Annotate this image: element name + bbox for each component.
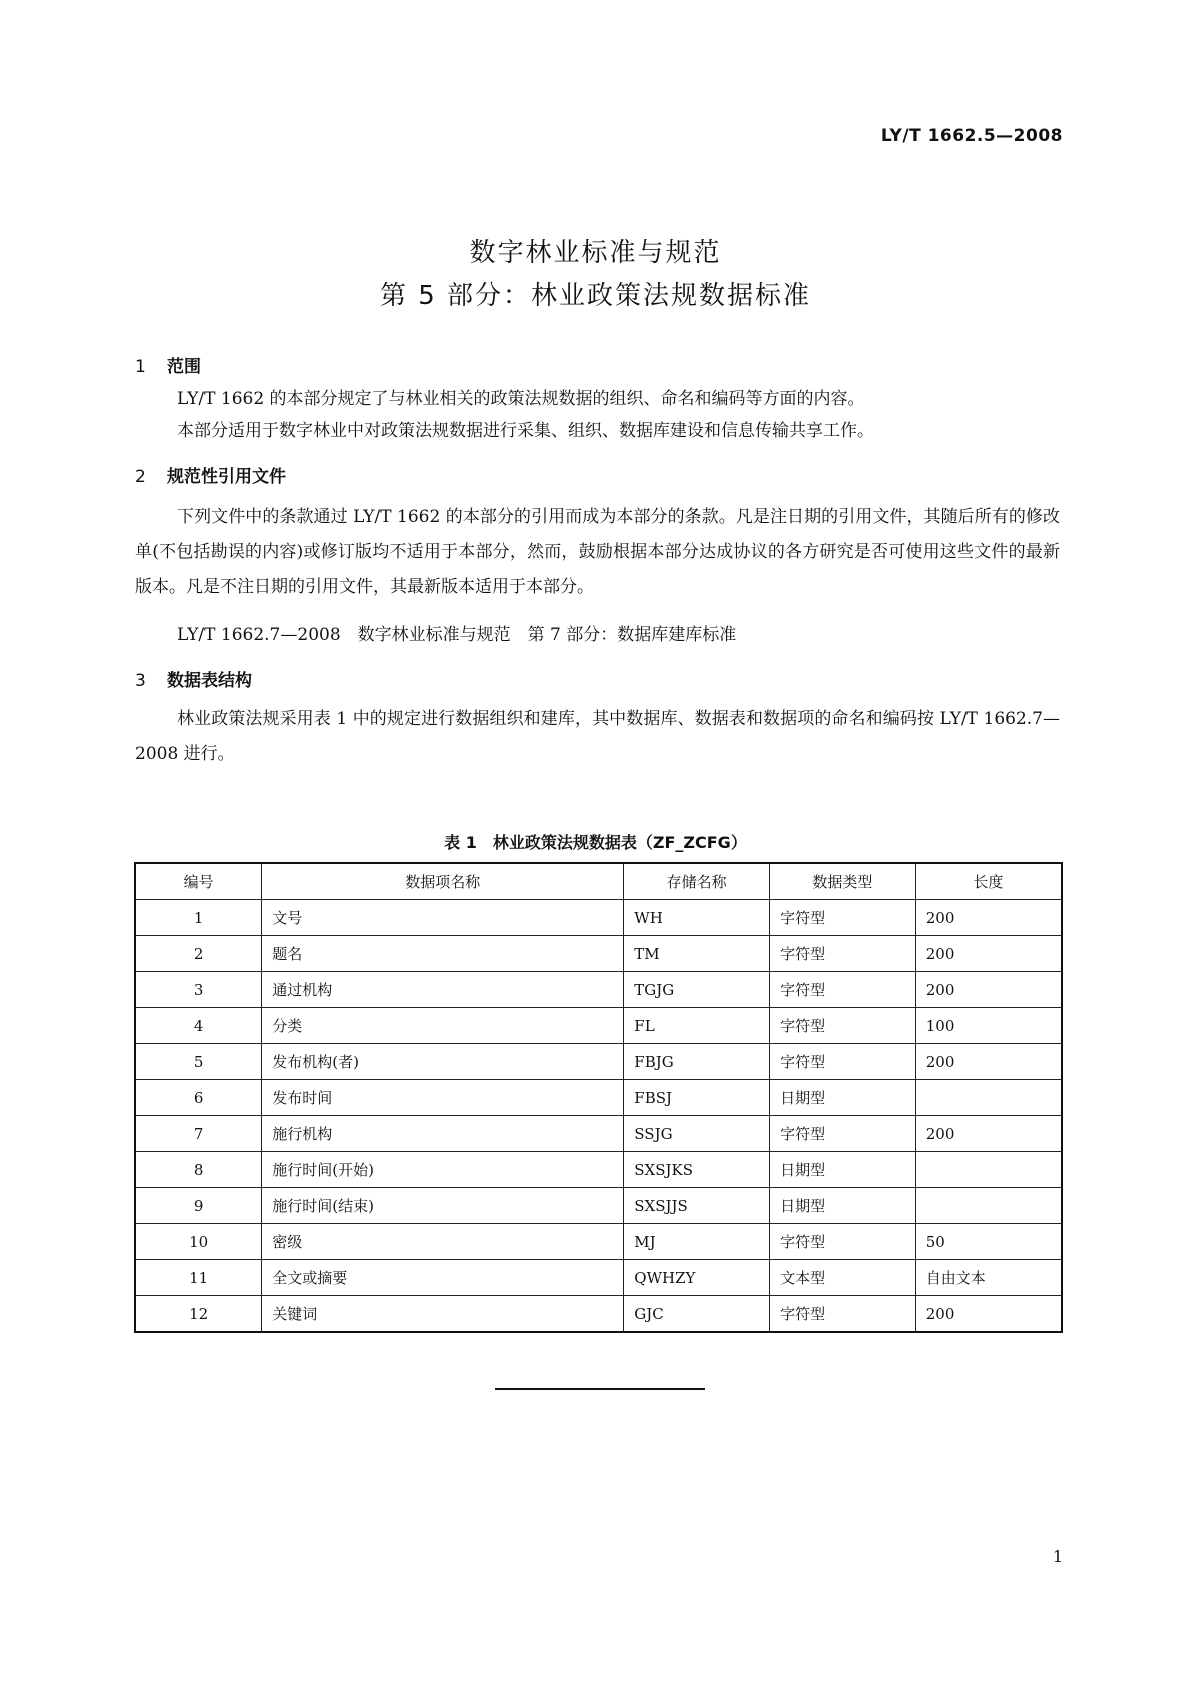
cell-length: 200 bbox=[915, 1044, 1062, 1080]
cell-storage-name: SSJG bbox=[624, 1116, 770, 1152]
cell-item-name: 施行时间(开始) bbox=[262, 1152, 624, 1188]
col-header-storage-name: 存储名称 bbox=[624, 863, 770, 900]
cell-data-type: 文本型 bbox=[770, 1260, 916, 1296]
col-header-data-type: 数据类型 bbox=[770, 863, 916, 900]
paragraph: 林业政策法规采用表 1 中的规定进行数据组织和建库，其中数据库、数据表和数据项的命名和编码按 LY/T 1662.7—2008 进行。 bbox=[135, 709, 1060, 764]
cell-storage-name: FBSJ bbox=[624, 1080, 770, 1116]
table-row bbox=[135, 1224, 1062, 1260]
section-number: 2 bbox=[135, 467, 146, 487]
col-header-length: 长度 bbox=[915, 863, 1062, 900]
cell-item-name: 文号 bbox=[262, 900, 624, 936]
section-heading-scope bbox=[135, 352, 201, 377]
cell-data-type: 字符型 bbox=[770, 1116, 916, 1152]
cell-data-type: 字符型 bbox=[770, 1008, 916, 1044]
cell-number: 11 bbox=[135, 1260, 262, 1296]
table-row bbox=[135, 936, 1062, 972]
reference-item: LY/T 1662.7—2008 数字林业标准与规范 第 7 部分：数据库建库标准 bbox=[177, 625, 737, 645]
cell-item-name: 发布机构(者) bbox=[262, 1044, 624, 1080]
cell-number: 2 bbox=[135, 936, 262, 972]
cell-number: 7 bbox=[135, 1116, 262, 1152]
cell-length: 200 bbox=[915, 936, 1062, 972]
cell-number: 6 bbox=[135, 1080, 262, 1116]
section-title: 范围 bbox=[167, 357, 201, 377]
cell-number: 10 bbox=[135, 1224, 262, 1260]
cell-data-type: 日期型 bbox=[770, 1152, 916, 1188]
section-number: 3 bbox=[135, 671, 146, 691]
table-row bbox=[135, 900, 1062, 936]
cell-data-type: 字符型 bbox=[770, 1044, 916, 1080]
cell-item-name: 全文或摘要 bbox=[262, 1260, 624, 1296]
data-table bbox=[134, 862, 1063, 1333]
cell-data-type: 字符型 bbox=[770, 900, 916, 936]
section-title: 数据表结构 bbox=[167, 671, 252, 691]
table-row bbox=[135, 1188, 1062, 1224]
cell-number: 1 bbox=[135, 900, 262, 936]
cell-number: 8 bbox=[135, 1152, 262, 1188]
cell-item-name: 关键词 bbox=[262, 1296, 624, 1333]
table-row bbox=[135, 1260, 1062, 1296]
cell-storage-name: SXSJJS bbox=[624, 1188, 770, 1224]
cell-item-name: 题名 bbox=[262, 936, 624, 972]
paragraph: 本部分适用于数字林业中对政策法规数据进行采集、组织、数据库建设和信息传输共享工作。 bbox=[177, 421, 874, 441]
table-row bbox=[135, 1044, 1062, 1080]
cell-length: 100 bbox=[915, 1008, 1062, 1044]
cell-number: 4 bbox=[135, 1008, 262, 1044]
col-header-item-name: 数据项名称 bbox=[262, 863, 624, 900]
page-number: 1 bbox=[1052, 1547, 1063, 1566]
table-row bbox=[135, 1080, 1062, 1116]
cell-item-name: 施行时间(结束) bbox=[262, 1188, 624, 1224]
cell-data-type: 日期型 bbox=[770, 1080, 916, 1116]
cell-length: 自由文本 bbox=[915, 1260, 1062, 1296]
document-title: 数字林业标准与规范 bbox=[469, 238, 722, 268]
cell-storage-name: FBJG bbox=[624, 1044, 770, 1080]
cell-length bbox=[915, 1080, 1062, 1116]
cell-item-name: 密级 bbox=[262, 1224, 624, 1260]
end-rule bbox=[495, 1388, 705, 1390]
cell-item-name: 分类 bbox=[262, 1008, 624, 1044]
cell-storage-name: WH bbox=[624, 900, 770, 936]
cell-storage-name: QWHZY bbox=[624, 1260, 770, 1296]
cell-item-name: 发布时间 bbox=[262, 1080, 624, 1116]
cell-length: 200 bbox=[915, 900, 1062, 936]
paragraph: 下列文件中的条款通过 LY/T 1662 的本部分的引用而成为本部分的条款。凡是注日期的引用文件，其随后所有的修改单(不包括勘误的内容)或修订版均不适用于本部分，然而，鼓励根据本部分达成协议的各方研究是否可使用这些文件的最新版本。凡是不注日期的引用文件，其最新版本适用于本部分。 bbox=[135, 507, 1060, 597]
cell-storage-name: TM bbox=[624, 936, 770, 972]
table-row bbox=[135, 1008, 1062, 1044]
cell-item-name: 通过机构 bbox=[262, 972, 624, 1008]
table-row bbox=[135, 972, 1062, 1008]
cell-storage-name: GJC bbox=[624, 1296, 770, 1333]
cell-storage-name: TGJG bbox=[624, 972, 770, 1008]
cell-number: 9 bbox=[135, 1188, 262, 1224]
cell-number: 3 bbox=[135, 972, 262, 1008]
cell-length: 200 bbox=[915, 1116, 1062, 1152]
section-number: 1 bbox=[135, 357, 146, 377]
cell-number: 5 bbox=[135, 1044, 262, 1080]
cell-data-type: 字符型 bbox=[770, 1296, 916, 1333]
paragraph: LY/T 1662 的本部分规定了与林业相关的政策法规数据的组织、命名和编码等方面的内容。 bbox=[177, 389, 865, 409]
cell-length bbox=[915, 1188, 1062, 1224]
section-heading-table-structure bbox=[135, 666, 252, 691]
table-header-row bbox=[135, 863, 1062, 900]
cell-storage-name: MJ bbox=[624, 1224, 770, 1260]
cell-item-name: 施行机构 bbox=[262, 1116, 624, 1152]
cell-length: 50 bbox=[915, 1224, 1062, 1260]
section-heading-references bbox=[135, 462, 286, 487]
cell-storage-name: FL bbox=[624, 1008, 770, 1044]
cell-length: 200 bbox=[915, 972, 1062, 1008]
document-subtitle: 第 5 部分：林业政策法规数据标准 bbox=[379, 281, 812, 311]
cell-data-type: 日期型 bbox=[770, 1188, 916, 1224]
table-row bbox=[135, 1116, 1062, 1152]
cell-number: 12 bbox=[135, 1296, 262, 1333]
cell-data-type: 字符型 bbox=[770, 972, 916, 1008]
section-title: 规范性引用文件 bbox=[167, 467, 286, 487]
standard-number: LY/T 1662.5—2008 bbox=[880, 126, 1063, 146]
col-header-number: 编号 bbox=[135, 863, 262, 900]
cell-storage-name: SXSJKS bbox=[624, 1152, 770, 1188]
cell-data-type: 字符型 bbox=[770, 1224, 916, 1260]
table-row bbox=[135, 1296, 1062, 1333]
cell-length: 200 bbox=[915, 1296, 1062, 1333]
cell-length bbox=[915, 1152, 1062, 1188]
table-caption: 表 1 林业政策法规数据表（ZF_ZCFG） bbox=[444, 833, 747, 852]
cell-data-type: 字符型 bbox=[770, 936, 916, 972]
table-row bbox=[135, 1152, 1062, 1188]
